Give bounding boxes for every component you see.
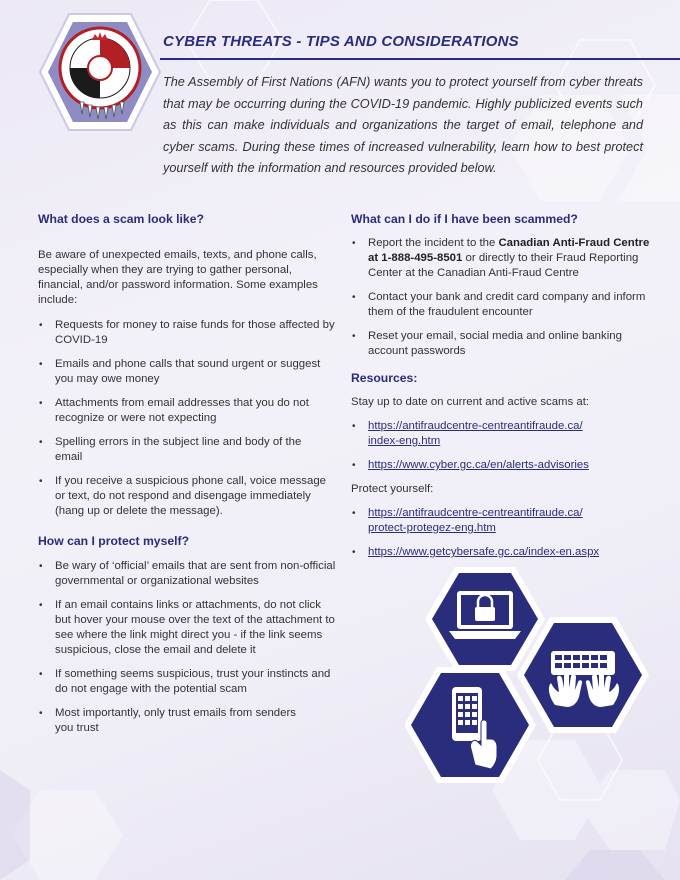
anti-fraud-phone: Canadian Anti-Fraud Centre at 1-888-495-8501	[368, 237, 650, 264]
list-item: • Spelling errors in the subject line and body of the email	[38, 435, 338, 465]
intro-paragraph: The Assembly of First Nations (AFN) wants you to protect yourself from cyber threats that may be occurring during the COVID-19 pandemic. Highly publicized events such as this can make individuals and organizations the target of email, telephone and cyber scams. During these times of increased vulnerability, learn how to best protect yourself with the information and resources provided below.	[163, 75, 643, 176]
list-item: • Reset your email, social media and online banking account passwords	[351, 329, 651, 359]
resource-link[interactable]: https://antifraudcentre-centreantifraude.ca/ index-eng.htm	[368, 420, 583, 447]
scam-list	[38, 318, 338, 519]
resource-link[interactable]: https://antifraudcentre-centreantifraude.ca/ protect-protegez-eng.htm	[368, 507, 583, 534]
protect-heading: How can I protect myself?	[38, 534, 190, 548]
title-divider	[160, 58, 680, 60]
cyber-security-illustration	[405, 565, 655, 785]
scammed-heading: What can I do if I have been scammed?	[351, 212, 578, 226]
list-item: • If you receive a suspicious phone call, voice message or text, do not respond and disengage immediately (hang up or delete the message).	[38, 474, 338, 519]
right-column	[351, 212, 651, 569]
scammed-list	[351, 236, 651, 359]
protect-yourself-label: Protect yourself:	[351, 483, 434, 495]
protect-links-list	[351, 506, 651, 560]
stay-updated-label: Stay up to date on current and active scams at:	[351, 396, 590, 408]
left-column	[38, 212, 338, 745]
list-item: • Contact your bank and credit card company and inform them of the fraudulent encounter	[351, 290, 651, 320]
protect-list	[38, 559, 338, 736]
resources-heading: Resources:	[351, 371, 418, 385]
list-item	[351, 545, 651, 560]
page-title: CYBER THREATS - TIPS AND CONSIDERATIONS	[163, 33, 519, 50]
list-item	[351, 506, 651, 536]
list-item: • Requests for money to raise funds for those affected by COVID-19	[38, 318, 338, 348]
list-item: • Emails and phone calls that sound urgent or suggest you may owe money	[38, 357, 338, 387]
stay-links-list	[351, 419, 651, 473]
keyboard-hands-icon	[517, 617, 649, 733]
list-item: • If something seems suspicious, trust your instincts and do not engage with the potential scam	[38, 667, 338, 697]
resource-link[interactable]: https://www.getcybersafe.gc.ca/index-en.aspx	[368, 546, 600, 558]
list-item	[351, 458, 651, 473]
resource-link[interactable]: https://www.cyber.gc.ca/en/alerts-advisories	[368, 459, 589, 471]
scam-heading: What does a scam look like?	[38, 212, 204, 226]
smartphone-hand-icon	[405, 667, 536, 783]
scam-intro: Be aware of unexpected emails, texts, and phone calls, especially when they are trying to gather personal, financial, and/or password information. Some examples include:	[38, 249, 318, 306]
report-text-lead: Report the incident to the	[368, 237, 499, 249]
afn-logo	[38, 10, 162, 134]
laptop-lock-icon	[425, 567, 545, 671]
list-item	[351, 419, 651, 449]
list-item: • If an email contains links or attachments, do not click but hover your mouse over the text of the attachment to see where the link might direct you - if the link seems suspicious, close the email and delete it	[38, 598, 338, 658]
report-text-tail: or directly to their Fraud Reporting Center at the Canadian Anti-Fraud Centre	[368, 252, 639, 279]
list-item	[351, 236, 651, 281]
list-item: • Most importantly, only trust emails from senders you trust	[38, 706, 338, 736]
list-item: • Attachments from email addresses that you do not recognize or were not expecting	[38, 396, 338, 426]
list-item: • Be wary of ‘official’ emails that are sent from non-official governmental or organizational websites	[38, 559, 338, 589]
